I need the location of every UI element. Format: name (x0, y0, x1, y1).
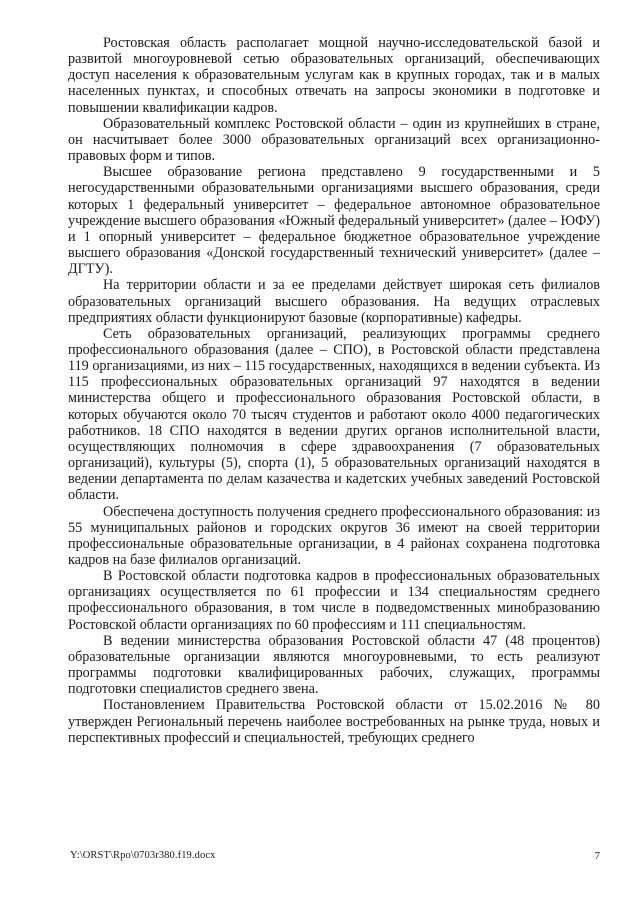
paragraph: Высшее образование региона представлено 9 государственными и 5 негосударственными образовательными организациями высшего образования, среди которых 1 федеральный университет – федеральное автономное образовательное учреждение высшего образования «Южный федеральный университет» (далее – ЮФУ) и 1 опорный университет – федеральное бюджетное образовательное учреждение высшего образования «Донской государственный технический университет» (далее – ДГТУ). (68, 164, 600, 278)
paragraph: Ростовская область располагает мощной научно-исследовательской базой и развитой многоуровневой сетью образовательных организаций, обеспечивающих доступ населения к образовательным услугам как в крупных городах, так и в малых населенных пунктах, и способных отвечать на запросы экономики в подготовке и повышении квалификации кадров. (68, 35, 600, 116)
document-body (68, 35, 600, 746)
paragraph: В Ростовской области подготовка кадров в профессиональных образовательных организациях осуществляется по 61 профессии и 134 специальностям среднего профессионального образования, в том числе в подведомственных минобразованию Ростовской области организациях по 60 профессиям и 111 специальностям. (68, 568, 600, 633)
paragraph: Постановлением Правительства Ростовской области от 15.02.2016 № 80 утвержден Региональный перечень наиболее востребованных на рынке труда, новых и перспективных профессий и специальностей, требующих среднего (68, 697, 600, 746)
footer-file-path: Y:\ORST\Rpo\0703r380.f19.docx (70, 850, 216, 861)
paragraph: На территории области и за ее пределами действует широкая сеть филиалов образовательных организаций высшего образования. На ведущих отраслевых предприятиях области функционируют базовые (корпоративные) кафедры. (68, 277, 600, 326)
paragraph: Сеть образовательных организаций, реализующих программы среднего профессионального образования (далее – СПО), в Ростовской области представлена 119 организациями, из них – 115 государственных, находящихся в ведении субъекта. Из 115 профессиональных образовательных организаций 97 находятся в ведении министерства общего и профессионального образования Ростовской области, в которых обучаются около 70 тысяч студентов и работают около 4000 педагогических работников. 18 СПО находятся в ведении других органов исполнительной власти, осуществляющих полномочия в сфере здравоохранения (7 образовательных организаций), культуры (5), спорта (1), 5 образовательных организаций находятся в ведении департамента по делам казачества и кадетских учебных заведений Ростовской области. (68, 325, 600, 504)
paragraph: Обеспечена доступность получения среднего профессионального образования: из 55 муниципальных районов и городских округов 36 имеют на своей территории профессиональные образовательные организации, в 4 районах сохранена подготовка кадров на базе филиалов организаций. (68, 503, 600, 568)
paragraph: В ведении министерства образования Ростовской области 47 (48 процентов) образовательные организации являются многоуровневыми, то есть реализуют программы подготовки квалифицированных рабочих, служащих, программы подготовки специалистов среднего звена. (68, 632, 600, 698)
paragraph: Образовательный комплекс Ростовской области – один из крупнейших в стране, он насчитывает более 3000 образовательных организаций всех организационно-правовых форм и типов. (68, 115, 600, 165)
page-number: 7 (594, 850, 600, 862)
